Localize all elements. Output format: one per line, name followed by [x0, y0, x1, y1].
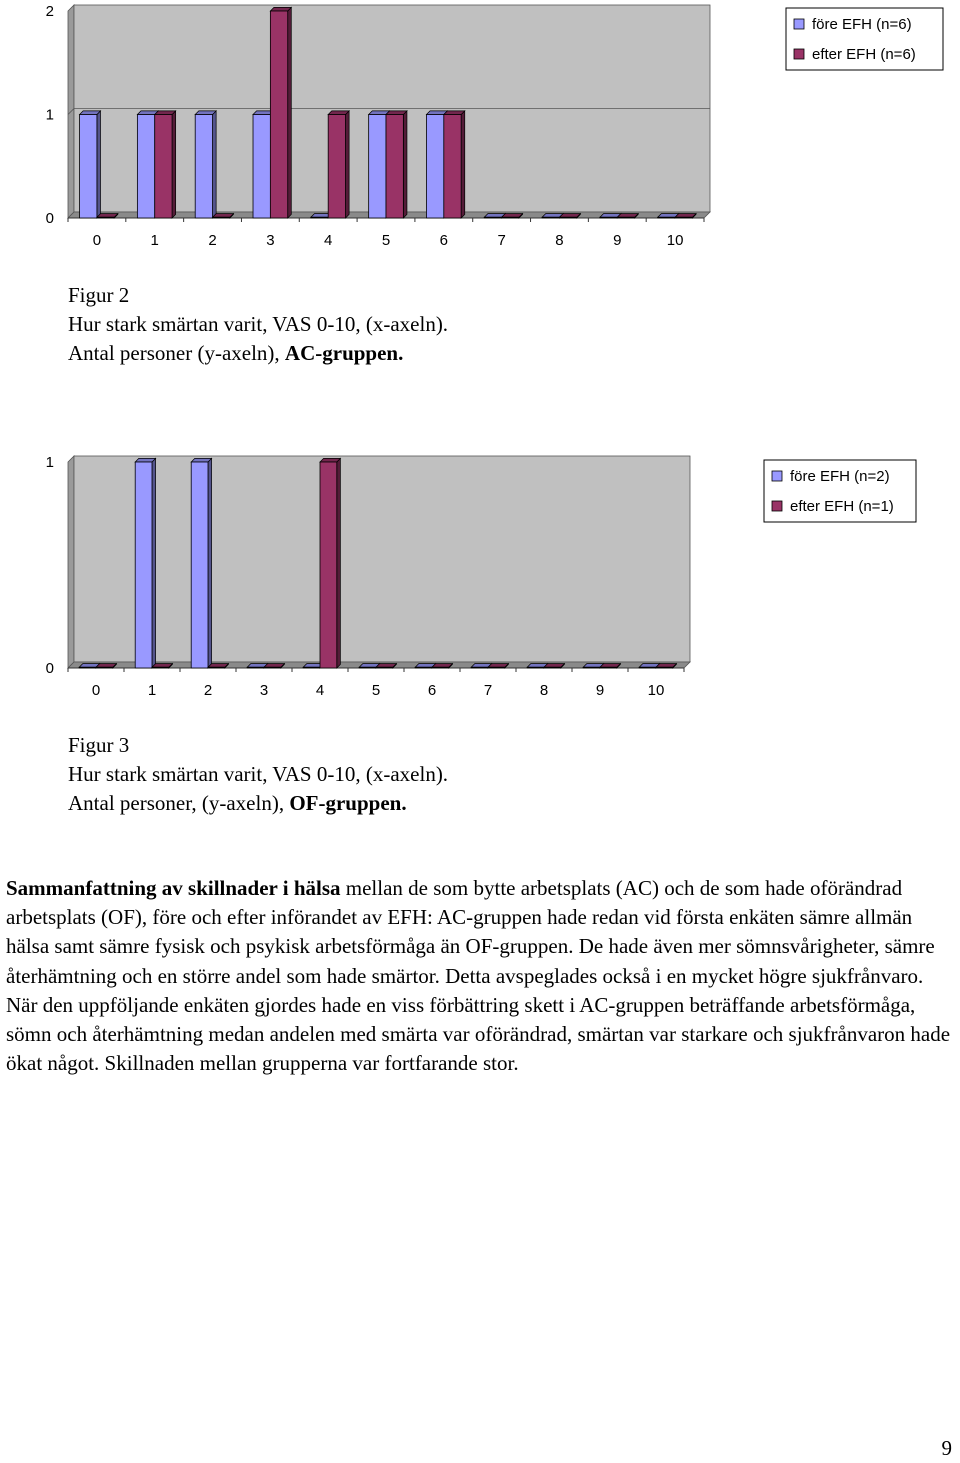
bar-top: [386, 111, 407, 115]
bar: [195, 111, 216, 218]
summary-heading: Sammanfattning av skillnader i hälsa: [6, 876, 341, 900]
bar: [135, 458, 155, 668]
bar-side: [152, 458, 156, 668]
bar-side: [208, 458, 212, 668]
bar-front: [432, 667, 449, 668]
summary-text: mellan de som bytte arbetsplats (AC) och de som hade oförändrad arbetsplats (OF), före och efter införandet av EFH: AC-gruppen hade redan vid första enkäten sämre allmän hälsa samt sämre fysisk och psykisk arbetsförmåga än OF-gruppen. De hade även mer sömnsvårigheter, sämre återhämtning och en större andel som hade smärtor. Detta avspeglades också i en mycket högre sjukfrånvaro. När den uppföljande enkäten gjordes hade en viss förbättring skett i AC-gruppen beträffande arbetsförmåga, sömn och återhämtning medan andelen med smärta var oförändrad, smärtan var starkare och sjukfrånvaron hade ökat något. Skillnaden mellan grupperna var fortfarande stor.: [6, 876, 951, 1076]
bar-front: [247, 667, 264, 668]
y-tick-label: 1: [45, 106, 54, 124]
bar: [208, 664, 228, 668]
bar-front: [658, 217, 675, 218]
x-tick-label: 4: [324, 232, 333, 249]
bar-front: [656, 667, 673, 668]
bar-front: [444, 115, 461, 219]
bar-front: [583, 667, 600, 668]
bar-top: [544, 664, 564, 668]
legend-swatch: [772, 471, 782, 481]
bar: [97, 214, 118, 218]
page-number: 9: [941, 1436, 952, 1460]
bar-front: [328, 115, 345, 219]
bar-front: [617, 217, 634, 218]
bar-front: [195, 115, 212, 219]
bar-top: [135, 458, 155, 462]
bar-front: [544, 667, 561, 668]
bar-front: [135, 462, 152, 668]
bar: [191, 458, 211, 668]
bar-top: [191, 458, 211, 462]
bar: [544, 664, 564, 668]
x-tick-label: 1: [147, 682, 157, 699]
figure-3-chart: [0, 448, 960, 708]
bar-front: [359, 667, 376, 668]
bar-side: [172, 111, 176, 218]
bar-front: [320, 462, 337, 668]
bar-front: [97, 217, 114, 218]
bar-top: [502, 214, 523, 218]
x-tick-label: 6: [439, 232, 448, 249]
bar-front: [79, 667, 96, 668]
bar: [328, 111, 349, 218]
figure-2-xaxis-description: Hur stark smärtan varit, VAS 0-10, (x-axeln).: [68, 312, 449, 336]
legend-swatch: [794, 49, 804, 59]
bar-top: [376, 664, 396, 668]
bar: [152, 664, 172, 668]
bar-top: [80, 111, 101, 115]
bar-front: [415, 667, 432, 668]
bar-side: [346, 111, 350, 218]
bar-top: [656, 664, 676, 668]
bar-front: [96, 667, 113, 668]
legend-entry: före EFH (n=6): [812, 16, 912, 33]
bar: [617, 214, 638, 218]
bar-front: [137, 115, 154, 219]
figure-3-yaxis-description: Antal personer, (y-axeln), OF-gruppen.: [68, 791, 407, 815]
bar: [488, 664, 508, 668]
bar-front: [270, 11, 287, 218]
x-tick-label: 4: [315, 682, 325, 699]
x-tick-label: 0: [92, 232, 102, 249]
bar-front: [639, 667, 656, 668]
bar-top: [559, 214, 580, 218]
bar: [320, 458, 340, 668]
bar-front: [426, 115, 443, 219]
plot-area: [74, 456, 690, 662]
bar-top: [444, 111, 465, 115]
figure-2-caption: [68, 281, 448, 368]
bar-front: [376, 667, 393, 668]
legend-entry: efter EFH (n=6): [812, 46, 916, 63]
bar-top: [208, 664, 228, 668]
bar: [264, 664, 284, 668]
bar-side: [213, 111, 217, 218]
bar: [96, 664, 116, 668]
bar-front: [502, 217, 519, 218]
y-tick-label: 0: [45, 660, 54, 677]
figure-3-caption: [68, 731, 448, 818]
bar: [432, 664, 452, 668]
bar-top: [195, 111, 216, 115]
summary-paragraph: [6, 874, 954, 1078]
x-tick-label: 8: [555, 232, 564, 249]
bar-front: [675, 217, 692, 218]
plot-side-wall: [68, 456, 74, 668]
bar-top: [320, 458, 340, 462]
x-tick-label: 9: [613, 232, 622, 249]
bar-top: [152, 664, 172, 668]
legend-swatch: [772, 501, 782, 511]
x-tick-label: 3: [259, 682, 269, 699]
bar-front: [386, 115, 403, 219]
x-tick-label: 1: [150, 232, 159, 249]
x-tick-label: 3: [266, 232, 275, 249]
bar: [559, 214, 580, 218]
bar-front: [155, 115, 172, 219]
bar-front: [208, 667, 225, 668]
bar-top: [96, 664, 116, 668]
bar: [600, 664, 620, 668]
x-tick-label: 8: [539, 682, 549, 699]
x-tick-label: 7: [497, 232, 506, 249]
x-tick-label: 0: [91, 682, 101, 699]
figure-3-label: Figur 3: [68, 733, 130, 757]
bar-side: [97, 111, 101, 218]
bar-front: [80, 115, 97, 219]
legend-swatch: [794, 19, 804, 29]
bar-front: [369, 115, 386, 219]
legend-entry: före EFH (n=2): [790, 468, 890, 485]
bar-front: [311, 217, 328, 218]
bar-side: [461, 111, 465, 218]
bar: [656, 664, 676, 668]
bar: [155, 111, 176, 218]
bar: [270, 7, 291, 218]
bar-front: [303, 667, 320, 668]
bar-top: [675, 214, 696, 218]
bar-front: [471, 667, 488, 668]
bar-front: [600, 217, 617, 218]
bar-top: [617, 214, 638, 218]
bar: [386, 111, 407, 218]
legend: [764, 460, 916, 522]
bar-front: [559, 217, 576, 218]
bar-top: [213, 214, 234, 218]
bar-top: [432, 664, 452, 668]
x-tick-label: 6: [427, 682, 437, 699]
x-tick-label: 2: [208, 232, 217, 249]
bar-top: [155, 111, 176, 115]
x-tick-label: 2: [203, 682, 213, 699]
y-tick-label: 1: [45, 454, 54, 471]
figure-2-label: Figur 2: [68, 283, 130, 307]
bar-front: [152, 667, 169, 668]
x-tick-label: 5: [381, 232, 391, 249]
y-tick-label: 0: [45, 210, 54, 227]
bar-top: [270, 7, 291, 11]
figure-3-xaxis-description: Hur stark smärtan varit, VAS 0-10, (x-axeln).: [68, 762, 449, 786]
bar-top: [328, 111, 349, 115]
bar-top: [488, 664, 508, 668]
bar-front: [484, 217, 501, 218]
bar: [80, 111, 101, 218]
bar: [444, 111, 465, 218]
bar-top: [97, 214, 118, 218]
x-tick-label: 5: [371, 682, 381, 699]
bar-front: [542, 217, 559, 218]
bar: [675, 214, 696, 218]
bar-front: [213, 217, 230, 218]
bar-front: [600, 667, 617, 668]
x-tick-label: 10: [647, 682, 665, 699]
bar-side: [337, 458, 341, 668]
y-tick-label: 2: [45, 3, 54, 20]
x-tick-label: 10: [666, 232, 684, 249]
figure-2-yaxis-description: Antal personer (y-axeln), AC-gruppen.: [68, 341, 404, 365]
bar: [376, 664, 396, 668]
bar: [502, 214, 523, 218]
bar-top: [264, 664, 284, 668]
bar-front: [264, 667, 281, 668]
bar-front: [191, 462, 208, 668]
bar-side: [288, 7, 292, 218]
bar-front: [488, 667, 505, 668]
figure-2-chart: [0, 0, 960, 260]
x-tick-label: 9: [595, 682, 605, 699]
x-tick-label: 7: [483, 682, 493, 699]
bar-side: [403, 111, 407, 218]
bar-top: [600, 664, 620, 668]
bar-front: [253, 115, 270, 219]
bar-front: [527, 667, 544, 668]
legend-entry: efter EFH (n=1): [790, 498, 894, 515]
legend: [786, 8, 943, 70]
bar: [213, 214, 234, 218]
